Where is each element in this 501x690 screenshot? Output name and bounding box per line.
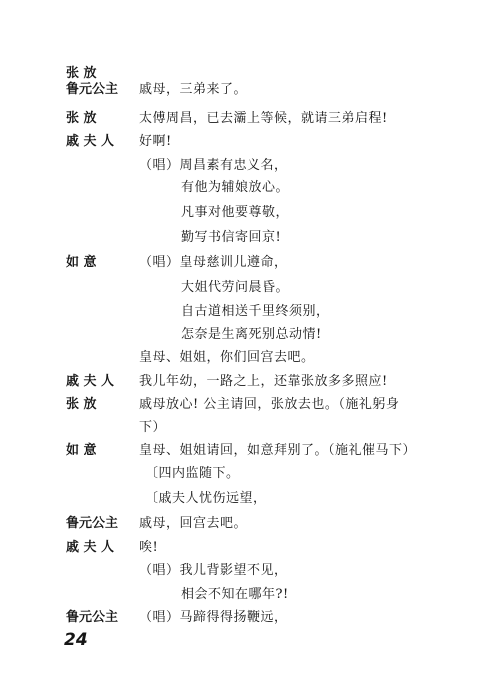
dialogue-line: 相会不知在哪年?! (181, 587, 289, 602)
dialogue-line: 戚母放心! 公主请回，张放去也。（施礼躬身 (139, 397, 400, 412)
dialogue-line: 凡事对他要尊敬， (181, 205, 290, 220)
dialogue-line: （唱）周昌素有忠义名， (139, 158, 288, 173)
dialogue-line: 我儿年幼，一路之上，还靠张放多多照应! (139, 374, 388, 389)
dialogue-line: 皇母、姐姐，你们回宫去吧。 (139, 350, 315, 365)
dialogue-line: 勤写书信寄回京! (181, 230, 282, 245)
dialogue-line: （唱）我儿背影望不见， (139, 563, 288, 578)
dialogue-line: 戚母，三弟来了。 (139, 82, 248, 97)
speaker-name: 戚 夫 人 (66, 540, 115, 555)
speaker-name: 如 意 (66, 443, 97, 458)
dialogue-line: 怎奈是生离死别总动情! (181, 327, 322, 342)
dialogue-line: 大姐代劳问晨昏。 (181, 280, 290, 295)
page-number: 24 (64, 630, 88, 650)
speaker-name: 张 放 (66, 397, 97, 412)
dialogue-line: 有他为辅娘放心。 (181, 180, 290, 195)
dialogue-line: 太傅周昌，已去灞上等候，就请三弟启程! (139, 111, 388, 126)
dialogue-line: 〔戚夫人忧伤远望， (145, 491, 267, 506)
dialogue-line: （唱）马蹄得得扬鞭远， (139, 610, 288, 625)
dialogue-line: 〔四内监随下。 (145, 466, 240, 481)
speaker-name: 张 放 (66, 66, 97, 81)
speaker-name: 鲁元公主 (66, 516, 119, 531)
speaker-name: 如 意 (66, 255, 97, 270)
speaker-name: 戚 夫 人 (66, 374, 115, 389)
dialogue-line: 好啊! (139, 134, 172, 149)
dialogue-line: 唉! (139, 540, 159, 555)
speaker-name: 鲁元公主 (66, 82, 119, 97)
dialogue-line: 皇母、姐姐请回，如意拜别了。（施礼催马下） (139, 443, 417, 458)
dialogue-line: 下） (139, 420, 167, 435)
dialogue-line: 自古道相送千里终须别， (181, 304, 330, 319)
dialogue-line: （唱）皇母慈训儿遵命， (139, 255, 288, 270)
speaker-name: 鲁元公主 (66, 610, 119, 625)
dialogue-line: 戚母，回宫去吧。 (139, 516, 248, 531)
speaker-name: 张 放 (66, 111, 97, 126)
speaker-name: 戚 夫 人 (66, 134, 115, 149)
